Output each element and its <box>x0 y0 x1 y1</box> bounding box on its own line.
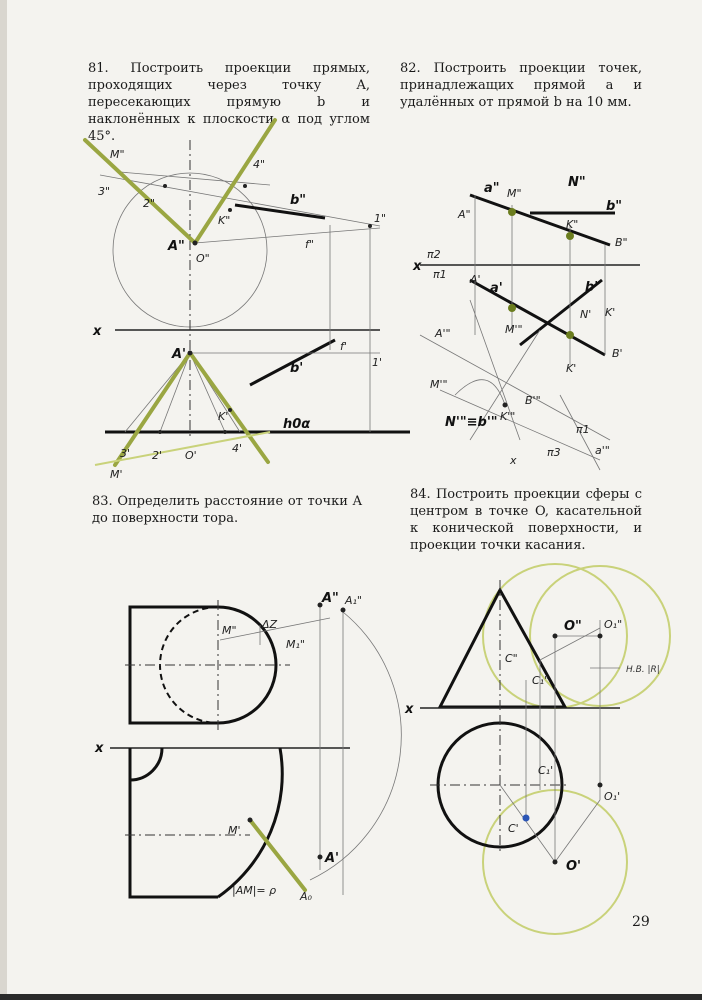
a2-line <box>470 195 610 245</box>
label-nv-84: Н.В. |R| <box>626 665 660 675</box>
label-k3: K'" <box>500 410 516 423</box>
label-m2-83: M" <box>222 624 237 637</box>
label-x-82: x <box>413 259 422 274</box>
label-pi2: π2 <box>427 248 441 261</box>
label-b2: b" <box>290 193 307 208</box>
label-a1-82: a' <box>490 281 503 296</box>
label-m1-83: M' <box>228 824 241 837</box>
page-bottom-edge <box>0 994 702 1000</box>
page-number: 29 <box>632 914 650 930</box>
label-dist: |AM|= ρ <box>232 884 277 897</box>
label-m12: M₁" <box>286 638 305 651</box>
label-o1b-84: O₁' <box>604 790 621 803</box>
label-a3: a'" <box>595 444 610 457</box>
problem-83-drawing <box>94 591 401 903</box>
problem-82-drawing <box>412 175 640 470</box>
label-a1: A' <box>172 347 187 362</box>
label-2-1: 2' <box>152 449 163 462</box>
task-81-text: 81. Построить проекции прямых, проходящих через точку A, пересекающих прямую b и наклонённых к плоскости α под углом 45°. <box>88 61 370 144</box>
label-A0: A₀ <box>300 890 312 903</box>
label-f2: f" <box>305 238 314 251</box>
label-n1-82: N' <box>580 308 592 321</box>
label-a2-82: a" <box>484 181 500 196</box>
label-pi1b: π1 <box>576 423 590 436</box>
label-4-2: 4" <box>253 158 266 171</box>
label-dz: ΔZ <box>262 618 278 631</box>
label-o12-84: O₁" <box>604 618 623 631</box>
label-A12-83: A₁" <box>345 594 362 607</box>
label-f1: f' <box>340 340 347 353</box>
label-1-2: 1" <box>374 212 387 225</box>
label-pi1: π1 <box>433 268 447 281</box>
label-a2: A" <box>168 239 185 254</box>
label-b1-82: b' <box>585 280 599 295</box>
cone-frontal-triangle <box>440 590 565 707</box>
label-A2-82: A" <box>458 208 471 221</box>
label-1-1: 1' <box>372 356 383 369</box>
label-A3: A'" <box>435 327 451 340</box>
label-B2: B" <box>615 236 628 249</box>
task-83-text: 83. Определить расстояние от точки A до поверхности тора. <box>92 494 362 526</box>
label-B3: B'" <box>525 394 541 407</box>
label-c2-84: C" <box>505 652 518 665</box>
label-c1b-84: C₁' <box>538 764 554 777</box>
label-A2-83: A" <box>322 591 339 606</box>
label-2-2: 2" <box>143 197 156 210</box>
label-c12-84: C₁" <box>532 674 550 687</box>
label-n3: N'"≡b'" <box>445 415 498 430</box>
label-c1-84: C' <box>508 822 519 835</box>
label-x-83: x <box>95 741 104 756</box>
label-pi3: π3 <box>547 446 561 459</box>
label-x-84: x <box>405 702 414 717</box>
label-x-81: x <box>93 324 102 339</box>
label-A1-82: A' <box>470 273 481 286</box>
label-4-1: 4' <box>232 442 243 455</box>
b2-line <box>235 205 325 218</box>
label-b2-82: b" <box>606 199 623 214</box>
label-h0a: h0α <box>283 417 311 432</box>
label-k1: K' <box>218 410 229 423</box>
problem-84-drawing <box>404 564 670 934</box>
label-k2: K" <box>218 214 231 227</box>
label-m3: M'" <box>430 378 448 391</box>
label-k1-82-top: K' <box>605 306 616 319</box>
task-84-text: 84. Построить проекции сферы с центром в точке O, касательной к конической поверхности, и проекции точки касания. <box>410 487 642 553</box>
problem-81-drawing <box>85 120 410 481</box>
label-3-1: 3' <box>120 447 131 460</box>
label-m1-82: M'" <box>505 323 523 336</box>
label-k2-82: K" <box>566 218 579 231</box>
label-A1-83: A' <box>325 851 340 866</box>
label-o1-84: O' <box>566 859 582 874</box>
label-o2-84: O" <box>564 619 582 634</box>
label-m2: M" <box>110 148 125 161</box>
label-B1-82: B' <box>612 347 623 360</box>
label-k1-82: K' <box>566 362 577 375</box>
label-x2-82: x <box>510 454 517 467</box>
label-m2-82: M" <box>507 187 522 200</box>
label-m1: M' <box>110 468 123 481</box>
torus-horizontal-outline <box>130 748 218 897</box>
label-n2: N" <box>568 175 586 190</box>
label-o2: O" <box>196 252 210 265</box>
label-o1: O' <box>185 449 197 462</box>
task-82-text: 82. Построить проекции точек, принадлежащих прямой a и удалённых от прямой b на 10 мм. <box>400 61 642 110</box>
label-3-2: 3" <box>98 185 111 198</box>
label-b1: b' <box>290 361 304 376</box>
